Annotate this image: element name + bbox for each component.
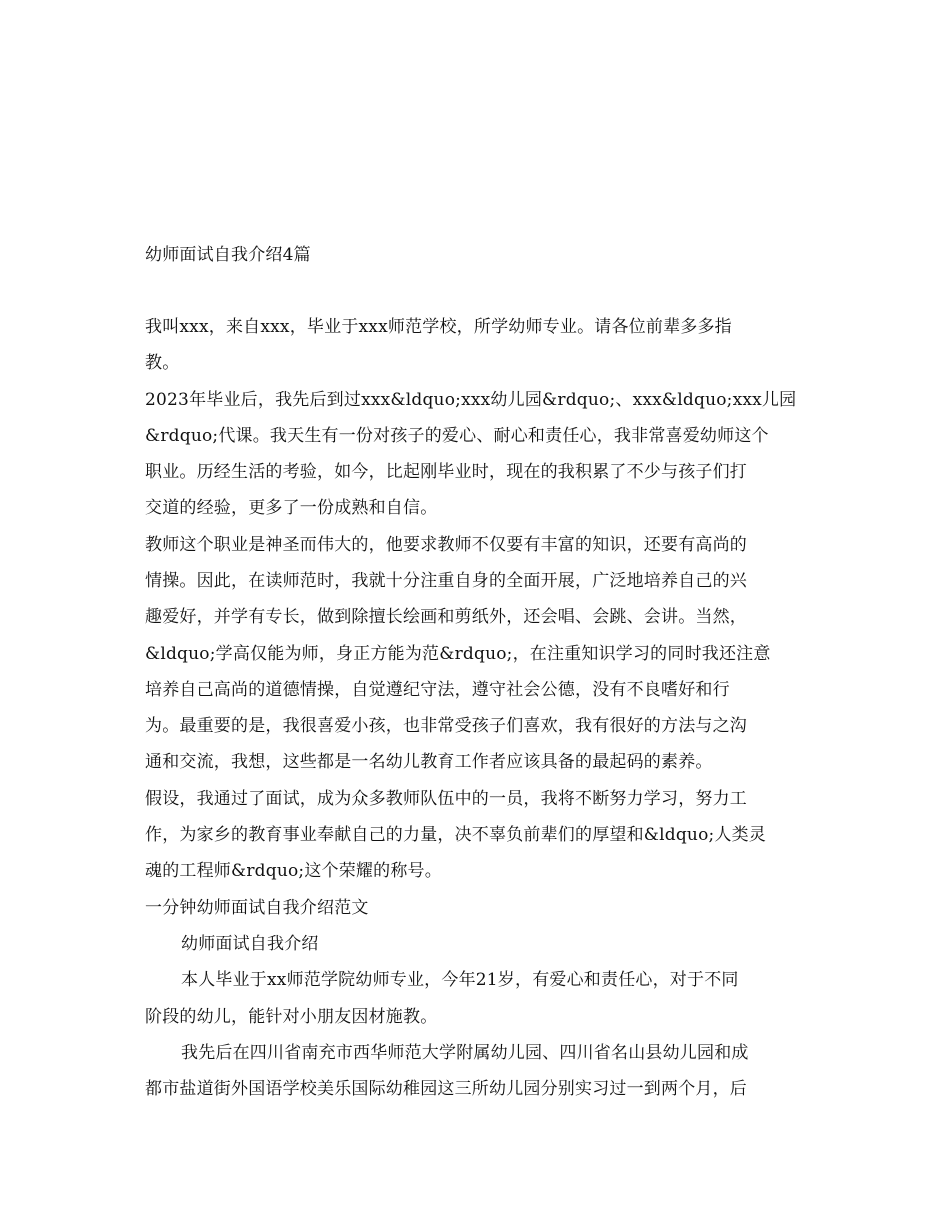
section-heading: 一分钟幼师面试自我介绍范文	[145, 898, 369, 918]
paragraph-line: 培养自己高尚的道德情操，自觉遵纪守法，遵守社会公德，没有不良嗜好和行	[145, 680, 730, 700]
paragraph-line: 为。最重要的是，我很喜爱小孩，也非常受孩子们喜欢，我有很好的方法与之沟	[145, 716, 747, 736]
paragraph-line: 教师这个职业是神圣而伟大的，他要求教师不仅要有丰富的知识，还要有高尚的	[145, 535, 747, 555]
paragraph-line: 教。	[145, 353, 180, 373]
paragraph-line: 都市盐道街外国语学校美乐国际幼稚园这三所幼儿园分别实习过一到两个月，后	[145, 1079, 747, 1099]
paragraph-line: 职业。历经生活的考验，如今，比起刚毕业时，现在的我积累了不少与孩子们打	[145, 462, 747, 482]
document-title: 幼师面试自我介绍4篇	[145, 245, 311, 265]
paragraph-line: 作，为家乡的教育事业奉献自己的力量，决不辜负前辈们的厚望和&ldquo;人类灵	[145, 825, 767, 845]
paragraph-line: 情操。因此，在读师范时，我就十分注重自身的全面开展，广泛地培养自己的兴	[145, 571, 747, 591]
paragraph-line: 我先后在四川省南充市西华师范大学附属幼儿园、四川省名山县幼儿园和成	[181, 1043, 749, 1063]
paragraph-line: 本人毕业于xx师范学院幼师专业，今年21岁，有爱心和责任心，对于不同	[181, 970, 739, 990]
paragraph-line: 2023年毕业后，我先后到过xxx&ldquo;xxx幼儿园&rdquo;、xxx&ldquo;xxx儿园	[145, 390, 797, 410]
subsection-heading: 幼师面试自我介绍	[181, 934, 319, 954]
paragraph-line: 交道的经验，更多了一份成熟和自信。	[145, 498, 438, 518]
paragraph-line: &ldquo;学高仅能为师，身正方能为范&rdquo;，在注重知识学习的同时我还注意	[145, 644, 771, 664]
paragraph-line: 我叫xxx，来自xxx，毕业于xxx师范学校，所学幼师专业。请各位前辈多多指	[145, 317, 732, 337]
paragraph-line: 假设，我通过了面试，成为众多教师队伍中的一员，我将不断努力学习，努力工	[145, 789, 747, 809]
paragraph-line: 阶段的幼儿，能针对小朋友因材施教。	[145, 1007, 438, 1027]
paragraph-line: &rdquo;代课。我天生有一份对孩子的爱心、耐心和责任心，我非常喜爱幼师这个	[145, 426, 769, 446]
paragraph-line: 通和交流，我想，这些都是一名幼儿教育工作者应该具备的最起码的素养。	[145, 752, 713, 772]
paragraph-line: 趣爱好，并学有专长，做到除擅长绘画和剪纸外，还会唱、会跳、会讲。当然，	[145, 607, 747, 627]
paragraph-line: 魂的工程师&rdquo;这个荣耀的称号。	[145, 861, 442, 881]
